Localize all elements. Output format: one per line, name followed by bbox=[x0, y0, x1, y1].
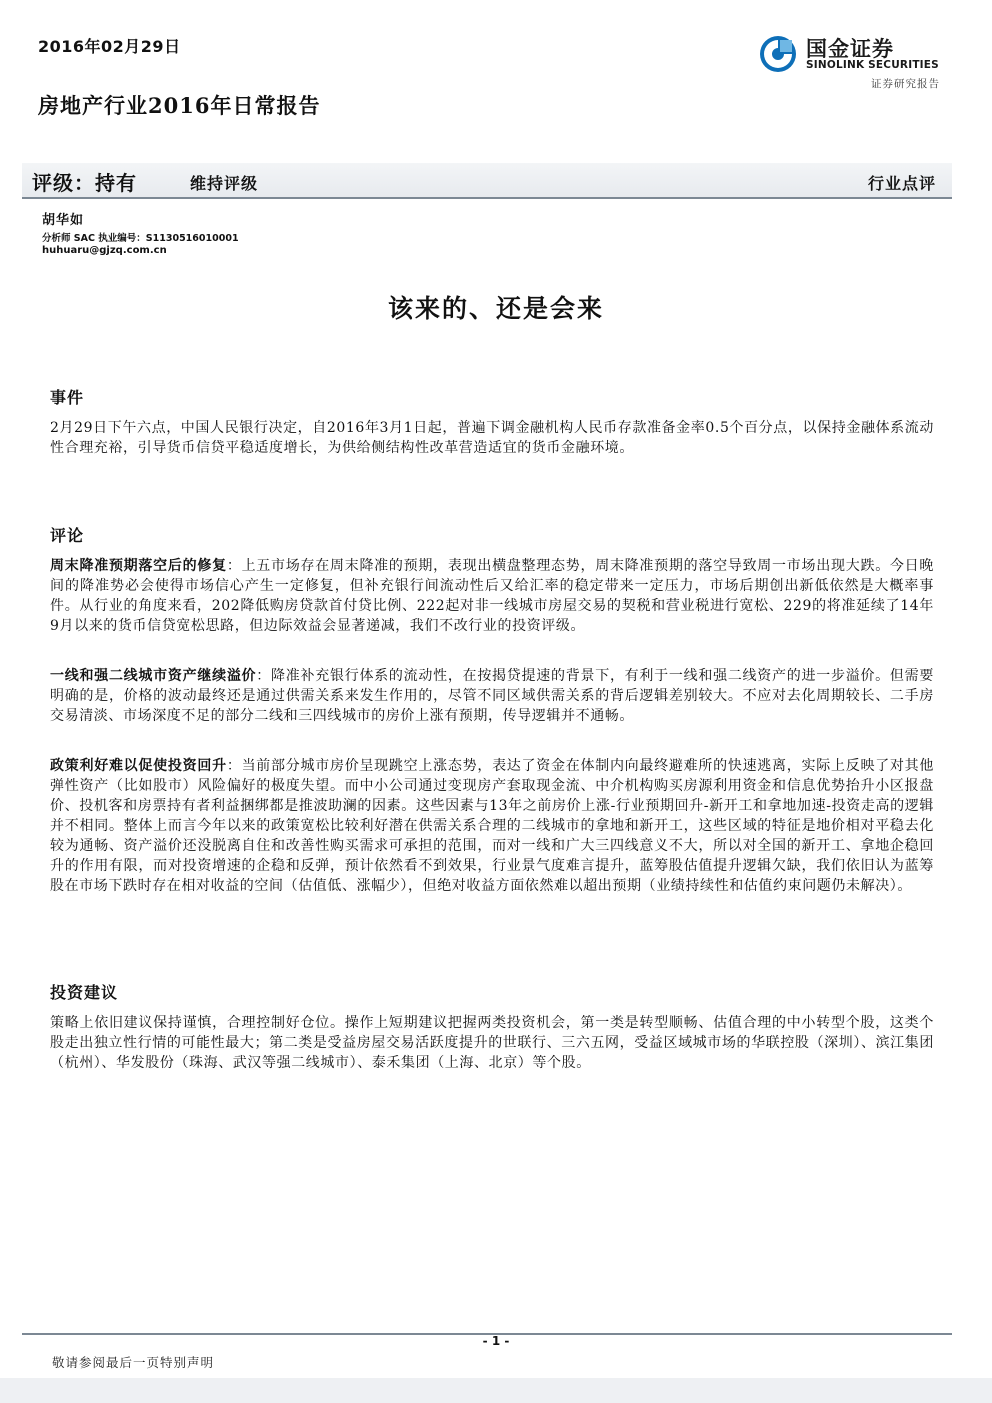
advice-paragraph: 策略上依旧建议保持谨慎，合理控制好仓位。操作上短期建议把握两类投资机会，第一类是转型顺畅、估值合理的中小转型个股，这类个股走出独立性行情的可能性最大；第二类是受益房屋交易活跃度提升的世联行、三六五网，受益区域城市场的华联控股（深圳）、滨江集团（杭州）、华发股份（珠海、武汉等强二线城市）、泰禾集团（上海、北京）等个股。 bbox=[50, 1015, 934, 1071]
comment-lead-2: 一线和强二线城市资产继续溢价 bbox=[50, 668, 257, 684]
rating-status: 维持评级 bbox=[190, 174, 259, 193]
event-paragraph: 2月29日下午六点，中国人民银行决定，自2016年3月1日起，普遍下调金融机构人民币存款准备金率0.5个百分点，以保持金融体系流动性合理充裕，引导货币信贷平稳适度增长，为供给侧结构性改革营造适宜的货币金融环境。 bbox=[50, 420, 934, 456]
author-email[interactable]: huhuaru@gjzq.com.cn bbox=[42, 245, 167, 256]
comment-paragraph-2 bbox=[50, 666, 934, 726]
bottom-band bbox=[0, 1378, 992, 1403]
report-type: 行业点评 bbox=[867, 174, 936, 193]
comment-lead-1: 周末降准预期落空后的修复 bbox=[50, 558, 227, 574]
author-name: 胡华如 bbox=[42, 213, 85, 228]
logo-name-cn: 国金证券 bbox=[806, 37, 894, 61]
comment-text-1: ：上五市场存在周末降准的预期，表现出横盘整理态势，周末降准预期的落空导致周一市场出现大跌。今日晚间的降准势必会使得市场信心产生一定修复，但补充银行间流动性后又给汇率的稳定带来一定压力，市场后期创出新低依然是大概率事件。从行业的角度来看，202降低购房贷款首付贷比例、222起对非一线城市房屋交易的契税和营业税进行宽松、229的将准延续了14年9月以来的货币信贷宽松思路，但边际效益会显著递减，我们不改行业的投资评级。 bbox=[50, 558, 934, 634]
logo-name-en: SINOLINK SECURITIES bbox=[806, 59, 939, 71]
author-sac-number: 分析师 SAC 执业编号：S1130516010001 bbox=[42, 233, 239, 244]
comment-text-3: ：当前部分城市房价呈现跳空上涨态势，表达了资金在体制内向最终避难所的快速逃离，实际上反映了对其他弹性资产（比如股市）风险偏好的极度失望。而中小公司通过变现房产套取现金流、中介机构购买房源利用资金和信息优势抬升小区报盘价、投机客和房票持有者利益捆绑都是推波助澜的因素。这些因素与13年之前房价上涨-行业预期回升-新开工和拿地加速-投资走高的逻辑并不相同。整体上而言今年以来的政策宽松比较利好潜在供需关系合理的二线城市的拿地和新开工，这些区域的特征是地价相对平稳去化较为通畅、资产溢价还没脱离自住和改善性购买需求可承担的范围，而对一线和广大三四线意义不大，所以对全国的新开工、拿地企稳回升的作用有限，而对投资增速的企稳和反弹，预计依然看不到效果，行业景气度难言提升，蓝筹股估值提升逻辑欠缺，我们依旧认为蓝筹股在市场下跌时存在相对收益的空间（估值低、涨幅少），但绝对收益方面依然难以超出预期（业绩持续性和估值约束问题仍未解决）。 bbox=[50, 758, 934, 894]
comment-paragraph-3 bbox=[50, 756, 934, 896]
comment-paragraph-1 bbox=[50, 556, 934, 636]
comment-lead-3: 政策利好难以促使投资回升 bbox=[50, 758, 227, 774]
section-heading-event: 事件 bbox=[50, 388, 85, 407]
page-number: - 1 - bbox=[482, 1334, 510, 1348]
comment-text-2: ：降准补充银行体系的流动性，在按揭贷提速的背景下，有利于一线和强二线资产的进一步溢价。但需要明确的是，价格的波动最终还是通过供需关系来发生作用的，尽管不同区域供需关系的背后逻辑差别较大。不应对去化周期较长、二手房交易清淡、市场深度不足的部分二线和三四线城市的房价上涨有预期，传导逻辑并不通畅。 bbox=[50, 668, 934, 724]
rating-label: 评级：持有 bbox=[32, 171, 137, 195]
sinolink-logo-icon bbox=[758, 34, 798, 74]
report-title: 房地产行业2016年日常报告 bbox=[38, 93, 321, 118]
section-heading-comment: 评论 bbox=[50, 526, 85, 545]
footer-disclaimer: 敬请参阅最后一页特别声明 bbox=[52, 1355, 215, 1370]
logo-subtitle: 证券研究报告 bbox=[871, 78, 940, 90]
section-heading-advice: 投资建议 bbox=[50, 983, 119, 1002]
sinolink-logo bbox=[758, 31, 942, 91]
rating-bar bbox=[22, 163, 952, 199]
report-date: 2016年02月29日 bbox=[38, 37, 181, 56]
main-title: 该来的、还是会来 bbox=[387, 294, 604, 323]
